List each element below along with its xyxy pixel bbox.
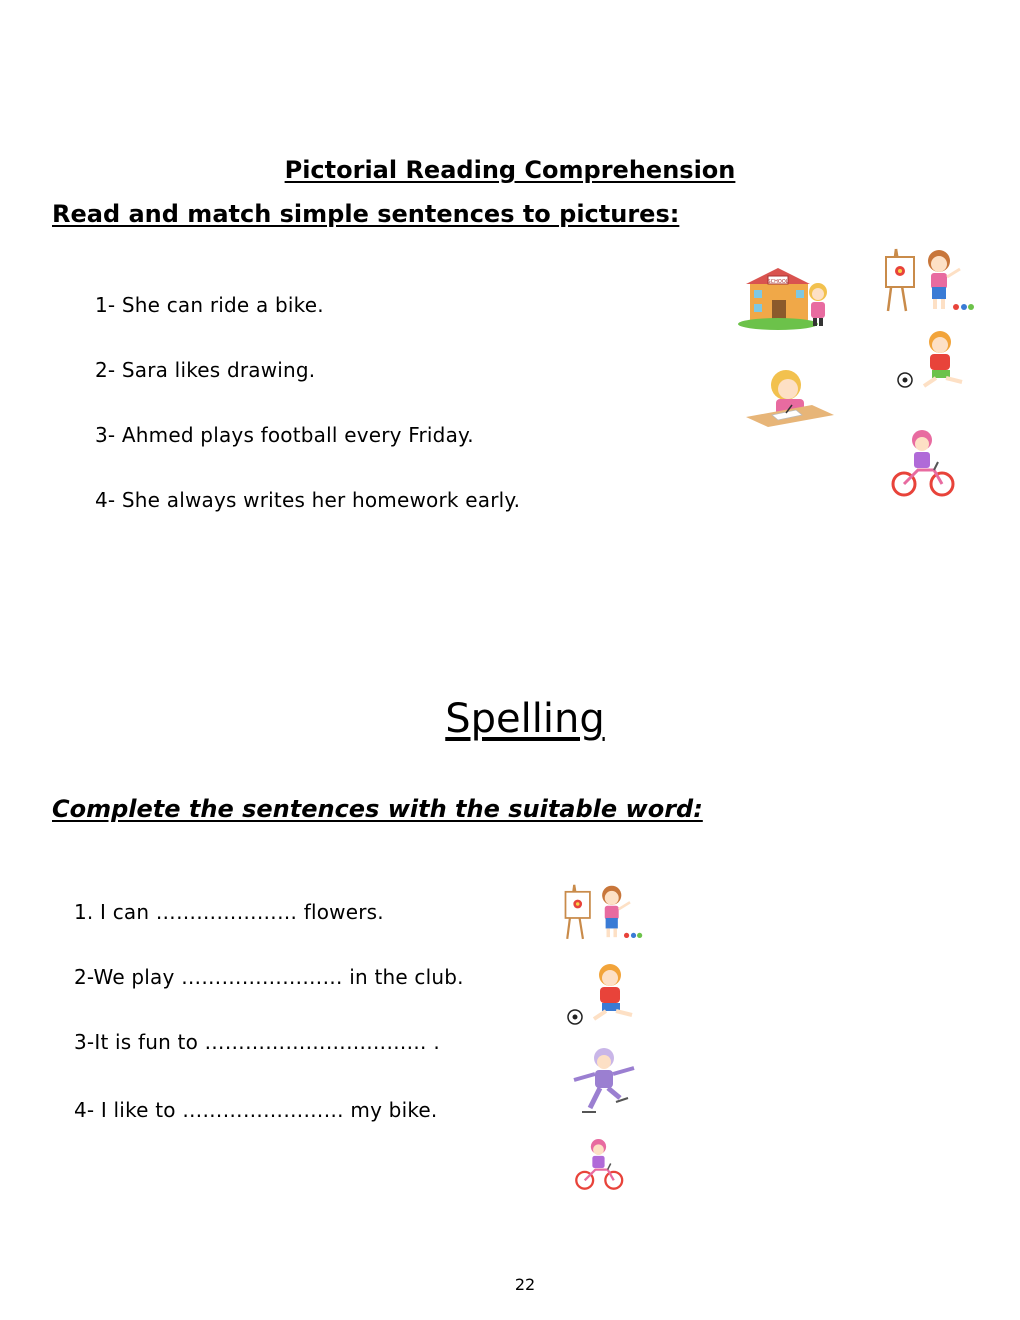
sentence-4: 4- She always writes her homework early. <box>95 488 521 512</box>
spelling-instruction: Complete the sentences with the suitable word: <box>52 795 703 823</box>
sentence-3: 3- Ahmed plays football every Friday. <box>95 423 474 447</box>
girl-bike-picture <box>890 428 958 500</box>
sentence-1: 1- She can ride a bike. <box>95 293 324 317</box>
boy-football-picture <box>896 330 972 394</box>
spelling-sentence-1: 1. I can ………………… flowers. <box>74 900 384 924</box>
page-number: 22 <box>514 1275 536 1294</box>
girl-skating-picture <box>564 1046 640 1120</box>
girl-painting-picture <box>882 243 976 315</box>
page-title: Pictorial Reading Comprehension <box>284 156 736 184</box>
section-instruction: Read and match simple sentences to pictures: <box>52 200 680 228</box>
sentence-2: 2- Sara likes drawing. <box>95 358 316 382</box>
girl-bike-picture-2 <box>574 1136 626 1194</box>
spelling-sentence-2: 2-We play …………………… in the club. <box>74 965 464 989</box>
boy-football-picture-2 <box>566 960 642 1030</box>
school-girl-picture <box>738 262 838 332</box>
spelling-title: Spelling <box>445 696 605 742</box>
spelling-sentence-4: 4- I like to …………………… my bike. <box>74 1098 438 1122</box>
girl-painting-picture-2 <box>562 878 644 944</box>
girl-writing-picture <box>742 365 838 431</box>
school-sign-text: SCHOOL <box>767 279 789 285</box>
spelling-sentence-3: 3-It is fun to …………………………… . <box>74 1030 440 1054</box>
